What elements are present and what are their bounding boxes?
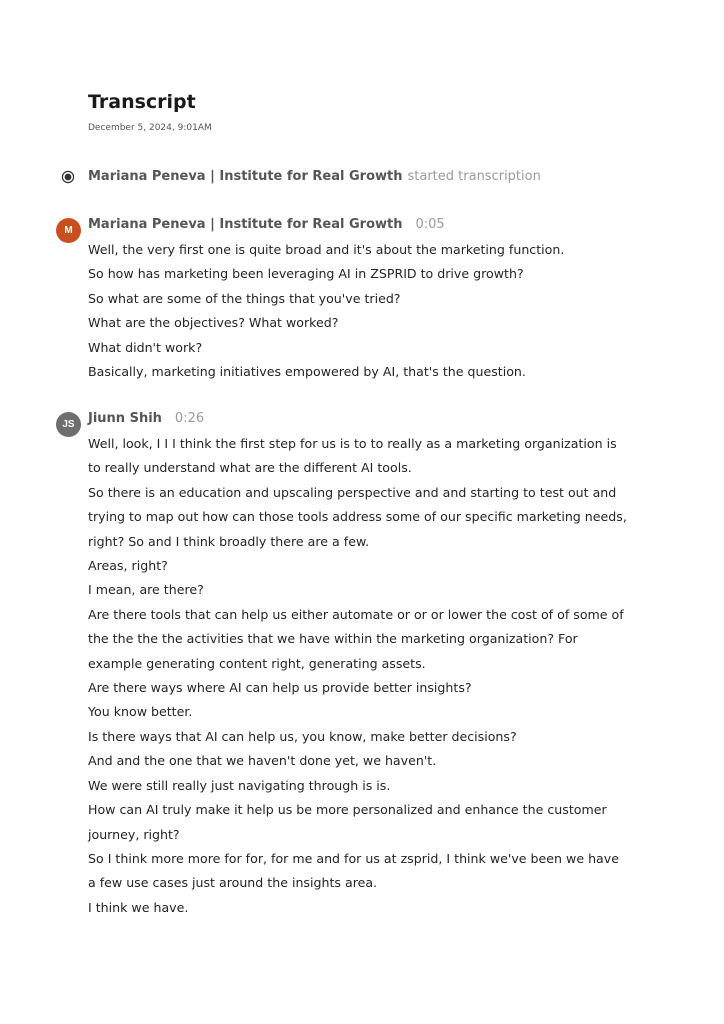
utterance-line: So I think more more for for, for me and for us at zsprid, I think we've been we have (88, 850, 619, 866)
utterance-line: trying to map out how can those tools address some of our specific marketing needs, (88, 509, 627, 525)
utterance-line: Areas, right? (88, 558, 168, 574)
utterance-line: And and the one that we haven't done yet, we haven't. (88, 753, 437, 769)
utterance-line: So how has marketing been leveraging AI in ZSPRID to drive growth? (88, 266, 524, 282)
utterance-line: journey, right? (88, 826, 180, 842)
utterance-line: How can AI truly make it help us be more personalized and enhance the customer (88, 802, 607, 818)
utterance-line: example generating content right, generating assets. (88, 655, 426, 671)
utterance-line: the the the the activities that we have within the marketing organization? For (88, 631, 578, 647)
utterance-list (88, 432, 644, 920)
utterance-line: I mean, are there? (88, 582, 204, 598)
transcription-started-event (61, 166, 541, 186)
event-speaker-name: Mariana Peneva | Institute for Real Growth (88, 168, 403, 184)
utterance-line: a few use cases just around the insights area. (88, 875, 378, 891)
page-title: Transcript (88, 91, 196, 113)
transcript-date: December 5, 2024, 9:01AM (88, 123, 212, 133)
speaker-header (88, 214, 445, 234)
avatar: M (56, 218, 81, 243)
utterance-line: So there is an education and upscaling perspective and and starting to test out and (88, 484, 617, 500)
utterance-line: Well, the very first one is quite broad and it's about the marketing function. (88, 242, 565, 257)
utterance-line: Are there ways where AI can help us provide better insights? (88, 680, 472, 696)
utterance-list (88, 238, 644, 384)
utterance-line: You know better. (88, 704, 193, 720)
utterance-line: What didn't work? (88, 339, 203, 355)
timestamp: 0:05 (415, 216, 445, 232)
speaker-name: Jiunn Shih (88, 410, 162, 426)
utterance-line: What are the objectives? What worked? (88, 315, 339, 331)
utterance-line: We were still really just navigating through is is. (88, 777, 391, 793)
avatar: JS (56, 412, 81, 437)
speaker-header (88, 408, 204, 428)
record-icon (61, 169, 75, 183)
utterance-line: So what are some of the things that you've tried? (88, 290, 401, 306)
utterance-line: Well, look, I I I think the first step for us is to to really as a marketing organization is (88, 436, 617, 451)
speaker-name: Mariana Peneva | Institute for Real Growth (88, 216, 403, 232)
utterance-line: I think we have. (88, 899, 189, 915)
utterance-line: to really understand what are the different AI tools. (88, 460, 412, 476)
utterance-line: Basically, marketing initiatives empowered by AI, that's the question. (88, 364, 526, 380)
timestamp: 0:26 (174, 410, 205, 426)
utterance-line: right? So and I think broadly there are a few. (88, 533, 370, 549)
utterance-line: Is there ways that AI can help us, you know, make better decisions? (88, 728, 517, 744)
event-action-text: started transcription (407, 168, 541, 184)
utterance-line: Are there tools that can help us either automate or or or lower the cost of of some of (88, 606, 624, 622)
